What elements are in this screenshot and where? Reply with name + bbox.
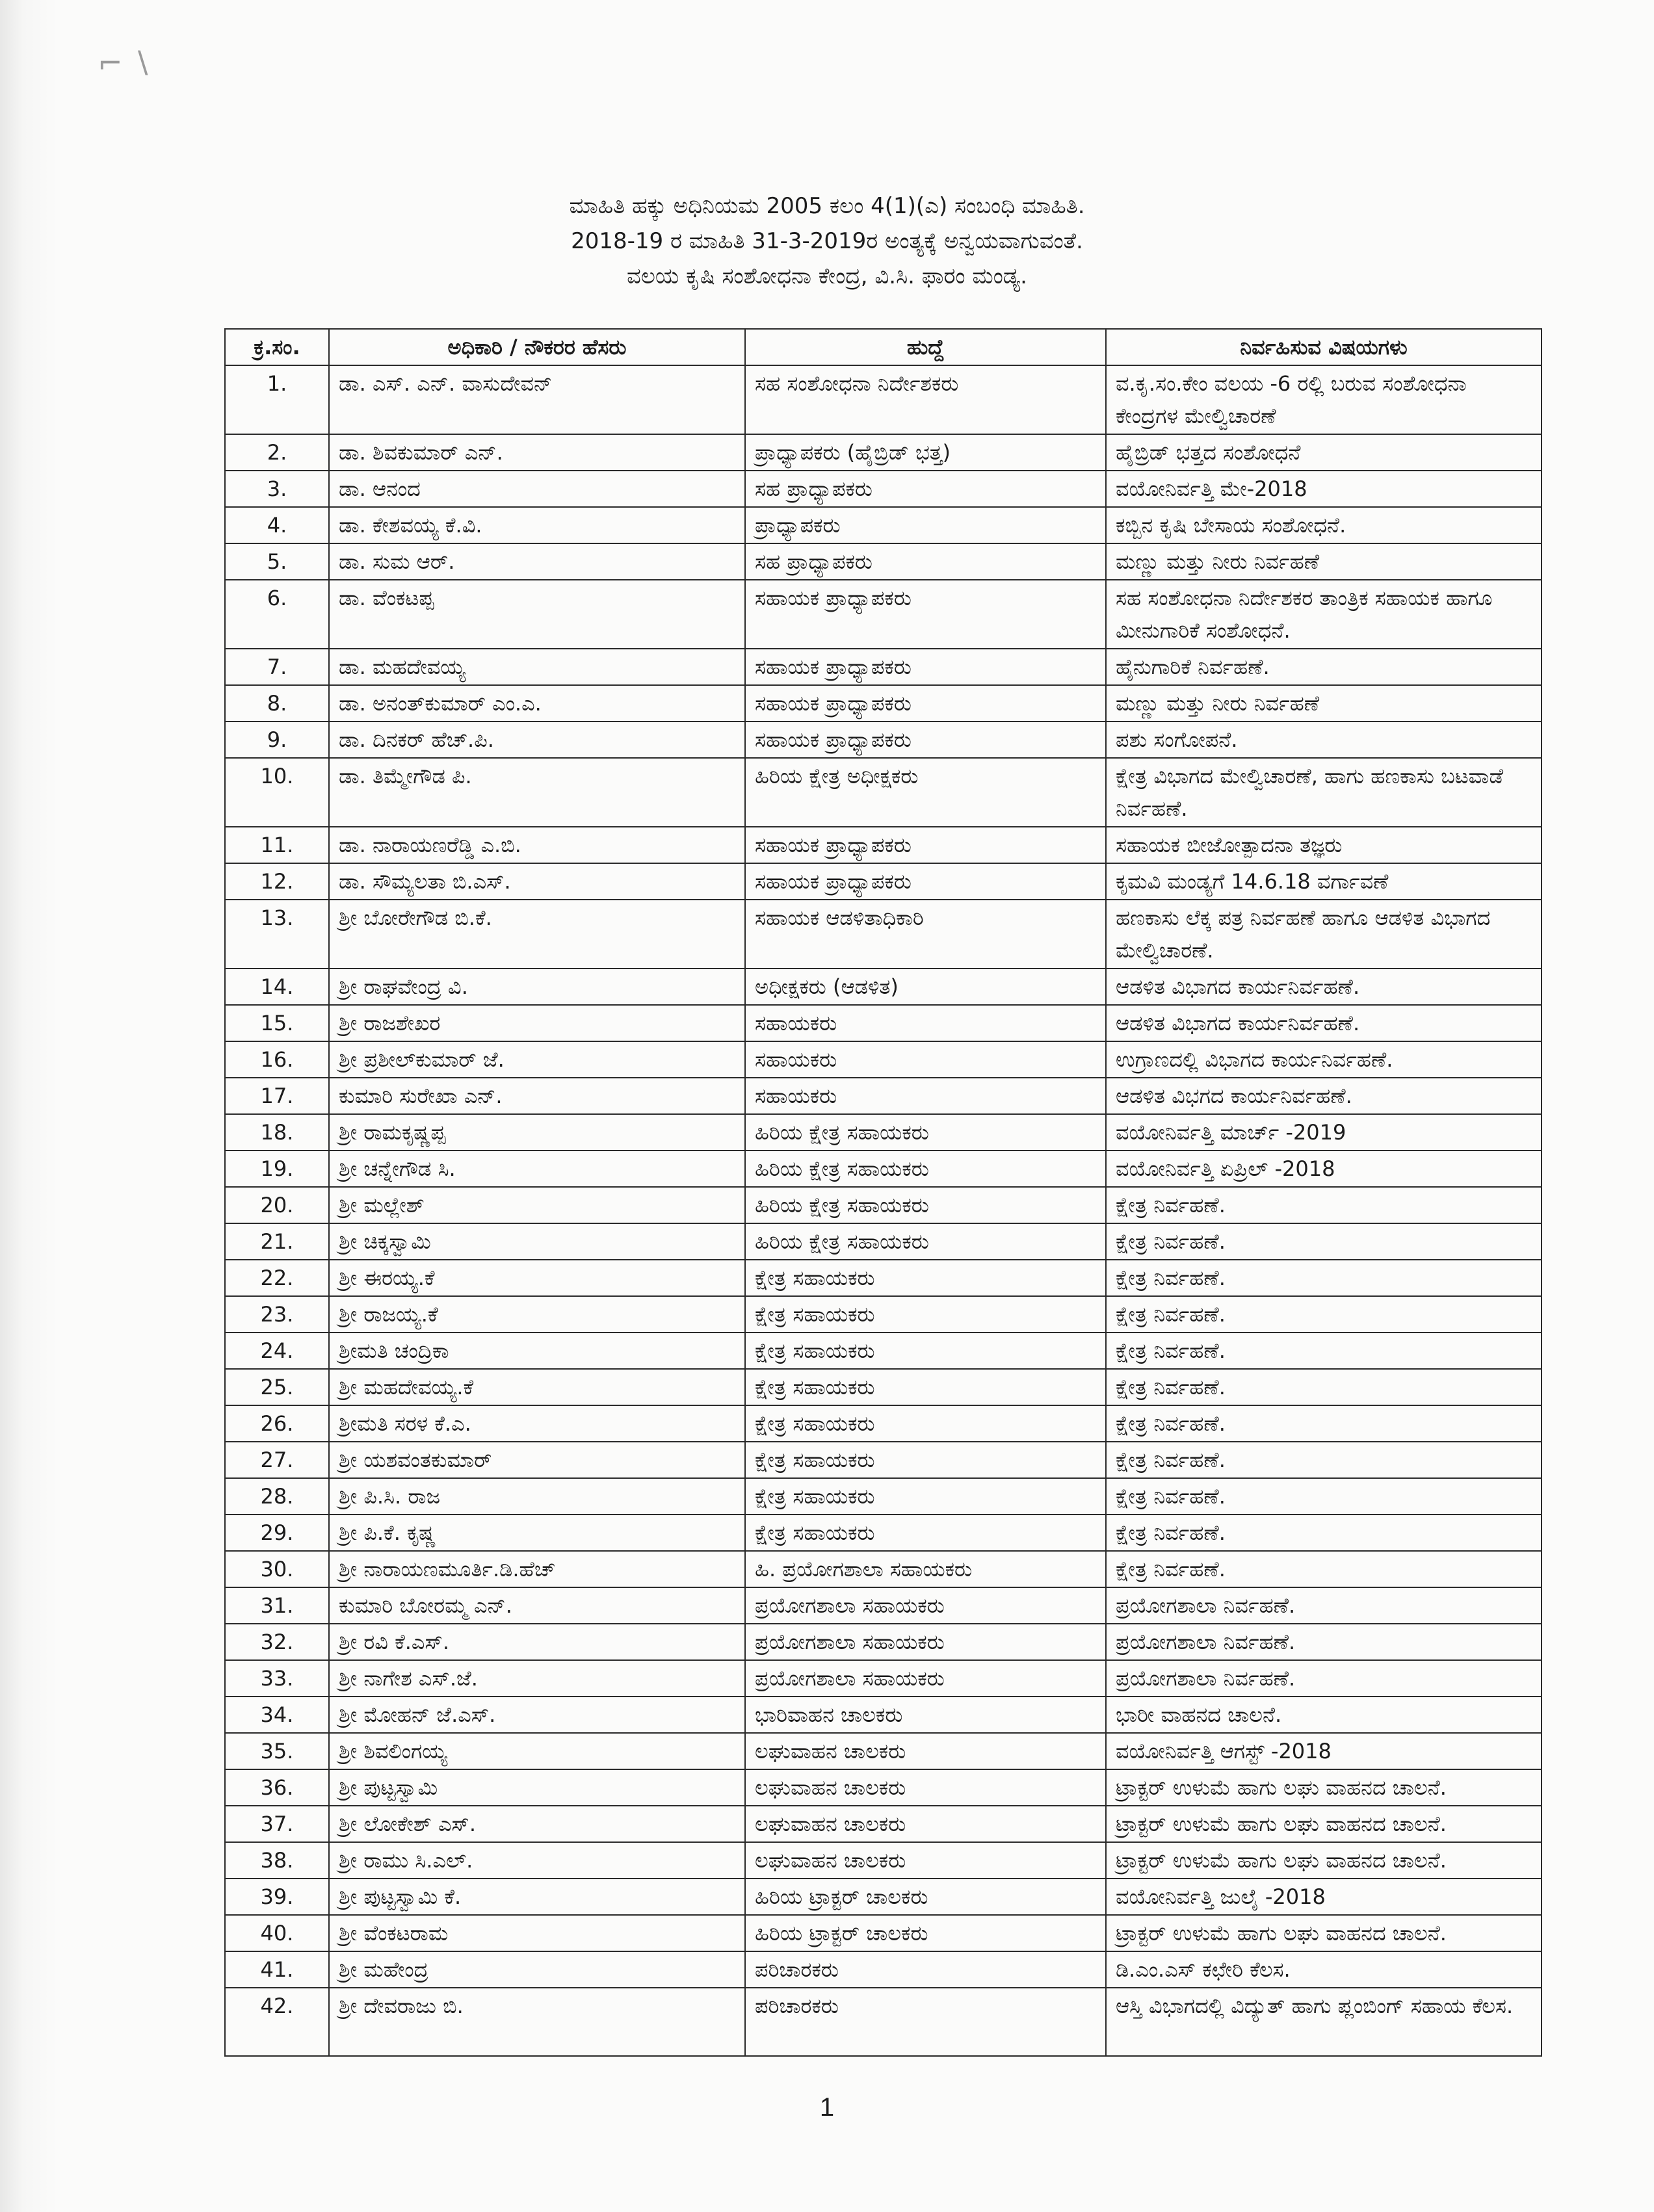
row-post: ಸಹ ಪ್ರಾಧ್ಯಾಪಕರು xyxy=(745,471,1106,507)
row-post: ಹಿರಿಯ ಕ್ಷೇತ್ರ ಸಹಾಯಕರು xyxy=(745,1223,1106,1260)
table-row xyxy=(225,1405,1542,1442)
row-serial: 36. xyxy=(225,1769,329,1806)
row-name: ಶ್ರೀ ರಾಮಕೃಷ್ಣಪ್ಪ xyxy=(329,1114,745,1151)
row-serial: 1. xyxy=(225,365,329,434)
row-duties: ಕ್ಷೇತ್ರ ನಿರ್ವಹಣೆ. xyxy=(1106,1515,1542,1551)
header-line-2: 2018-19 ರ ಮಾಹಿತಿ 31-3-2019ರ ಅಂತ್ಯಕ್ಕೆ ಅನ್ವಯವಾಗುವಂತೆ. xyxy=(571,228,1083,254)
row-name: ಡಾ. ಕೇಶವಯ್ಯ ಕೆ.ವಿ. xyxy=(329,507,745,543)
row-duties: ವಯೋನಿರ್ವತ್ತಿ ಜುಲೈ -2018 xyxy=(1106,1879,1542,1915)
row-post: ಕ್ಷೇತ್ರ ಸಹಾಯಕರು xyxy=(745,1296,1106,1333)
row-serial: 22. xyxy=(225,1260,329,1296)
row-serial: 9. xyxy=(225,722,329,758)
table-header-row xyxy=(225,329,1542,365)
row-serial: 11. xyxy=(225,827,329,863)
table-row xyxy=(225,543,1542,580)
row-serial: 7. xyxy=(225,649,329,685)
row-duties: ಹೈನುಗಾರಿಕೆ ನಿರ್ವಹಣೆ. xyxy=(1106,649,1542,685)
table-row xyxy=(225,1624,1542,1660)
table-row xyxy=(225,1296,1542,1333)
table-row xyxy=(225,1041,1542,1078)
row-name: ಶ್ರೀ ಪಿ.ಕೆ. ಕೃಷ್ಣ xyxy=(329,1515,745,1551)
row-post: ಕ್ಷೇತ್ರ ಸಹಾಯಕರು xyxy=(745,1478,1106,1515)
row-post: ಹಿರಿಯ ಕ್ಷೇತ್ರ ಸಹಾಯಕರು xyxy=(745,1151,1106,1187)
row-name: ಡಾ. ಅನಂತ್‌ಕುಮಾರ್ ಎಂ.ಎ. xyxy=(329,685,745,722)
row-post: ಅಧೀಕ್ಷಕರು (ಆಡಳಿತ) xyxy=(745,969,1106,1005)
row-serial: 6. xyxy=(225,580,329,649)
table-row xyxy=(225,1333,1542,1369)
column-header-duties: ನಿರ್ವಹಿಸುವ ವಿಷಯಗಳು xyxy=(1106,329,1542,365)
row-post: ಪ್ರಯೋಗಶಾಲಾ ಸಹಾಯಕರು xyxy=(745,1624,1106,1660)
row-duties: ಪ್ರಯೋಗಶಾಲಾ ನಿರ್ವಹಣೆ. xyxy=(1106,1624,1542,1660)
row-duties: ಕ್ಷೇತ್ರ ನಿರ್ವಹಣೆ. xyxy=(1106,1442,1542,1478)
row-post: ಹಿ. ಪ್ರಯೋಗಶಾಲಾ ಸಹಾಯಕರು xyxy=(745,1551,1106,1587)
row-post: ಪ್ರಾಧ್ಯಾಪಕರು (ಹೈಬ್ರಿಡ್ ಭತ್ತ) xyxy=(745,434,1106,471)
row-post: ಕ್ಷೇತ್ರ ಸಹಾಯಕರು xyxy=(745,1333,1106,1369)
row-duties: ವ.ಕೃ.ಸಂ.ಕೇಂ ವಲಯ -6 ರಲ್ಲಿ ಬರುವ ಸಂಶೋಧನಾ ಕೇಂದ್ರಗಳ ಮೇಲ್ವಿಚಾರಣೆ xyxy=(1106,365,1542,434)
row-duties: ಕ್ಷೇತ್ರ ನಿರ್ವಹಣೆ. xyxy=(1106,1260,1542,1296)
row-serial: 18. xyxy=(225,1114,329,1151)
row-duties: ಕೃಮವಿ ಮಂಡ್ಯಗೆ 14.6.18 ವರ್ಗಾವಣೆ xyxy=(1106,863,1542,900)
row-post: ಹಿರಿಯ ಟ್ರಾಕ್ಟರ್ ಚಾಲಕರು xyxy=(745,1915,1106,1951)
table-row xyxy=(225,1587,1542,1624)
table-row xyxy=(225,1842,1542,1879)
row-name: ಡಾ. ಶಿವಕುಮಾರ್ ಎನ್. xyxy=(329,434,745,471)
table-row xyxy=(225,1879,1542,1915)
row-duties: ಕ್ಷೇತ್ರ ನಿರ್ವಹಣೆ. xyxy=(1106,1478,1542,1515)
row-name: ಡಾ. ಮಹದೇವಯ್ಯ xyxy=(329,649,745,685)
table-row xyxy=(225,1114,1542,1151)
row-post: ಹಿರಿಯ ಕ್ಷೇತ್ರ ಸಹಾಯಕರು xyxy=(745,1114,1106,1151)
row-duties: ಕ್ಷೇತ್ರ ನಿರ್ವಹಣೆ. xyxy=(1106,1187,1542,1223)
row-duties: ಟ್ರಾಕ್ಟರ್ ಉಳುಮೆ ಹಾಗು ಲಘು ವಾಹನದ ಚಾಲನೆ. xyxy=(1106,1915,1542,1951)
table-row xyxy=(225,1223,1542,1260)
row-duties: ಕ್ಷೇತ್ರ ನಿರ್ವಹಣೆ. xyxy=(1106,1551,1542,1587)
table-row xyxy=(225,649,1542,685)
row-serial: 5. xyxy=(225,543,329,580)
table-row xyxy=(225,1151,1542,1187)
row-duties: ಟ್ರಾಕ್ಟರ್ ಉಳುಮೆ ಹಾಗು ಲಘು ವಾಹನದ ಚಾಲನೆ. xyxy=(1106,1769,1542,1806)
table-row xyxy=(225,1078,1542,1114)
row-serial: 29. xyxy=(225,1515,329,1551)
row-name: ಶ್ರೀ ರಾಘವೇಂದ್ರ ವಿ. xyxy=(329,969,745,1005)
row-post: ಸಹಾಯಕರು xyxy=(745,1078,1106,1114)
table-body xyxy=(225,365,1542,2056)
row-name: ಶ್ರೀ ನಾಗೇಶ ಎಸ್.ಜೆ. xyxy=(329,1660,745,1697)
table-row xyxy=(225,1187,1542,1223)
row-name: ಡಾ. ಸೌಮ್ಯಲತಾ ಬಿ.ಎಸ್. xyxy=(329,863,745,900)
table-row xyxy=(225,863,1542,900)
row-name: ಶ್ರೀ ಮಲ್ಲೇಶ್ xyxy=(329,1187,745,1223)
table-row xyxy=(225,507,1542,543)
column-header-post: ಹುದ್ದೆ xyxy=(745,329,1106,365)
row-serial: 21. xyxy=(225,1223,329,1260)
row-serial: 12. xyxy=(225,863,329,900)
row-serial: 14. xyxy=(225,969,329,1005)
row-duties: ಕಬ್ಬಿನ ಕೃಷಿ ಬೇಸಾಯ ಸಂಶೋಧನೆ. xyxy=(1106,507,1542,543)
row-serial: 32. xyxy=(225,1624,329,1660)
row-name: ಶ್ರೀ ದೇವರಾಜು ಬಿ. xyxy=(329,1988,745,2056)
scan-artifact-mark: ⌐ ∖ xyxy=(98,46,151,81)
row-post: ಸಹಾಯಕ ಪ್ರಾಧ್ಯಾಪಕರು xyxy=(745,863,1106,900)
row-name: ಶ್ರೀ ವೆಂಕಟರಾಮ xyxy=(329,1915,745,1951)
row-name: ಶ್ರೀ ಪುಟ್ಟಸ್ವಾಮಿ ಕೆ. xyxy=(329,1879,745,1915)
row-post: ಲಘುವಾಹನ ಚಾಲಕರು xyxy=(745,1733,1106,1769)
row-name: ಶ್ರೀ ನಾರಾಯಣಮೂರ್ತಿ.ಡಿ.ಹೆಚ್ xyxy=(329,1551,745,1587)
row-serial: 34. xyxy=(225,1697,329,1733)
row-name: ಡಾ. ಎಸ್. ಎನ್. ವಾಸುದೇವನ್ xyxy=(329,365,745,434)
row-post: ಹಿರಿಯ ಕ್ಷೇತ್ರ ಸಹಾಯಕರು xyxy=(745,1187,1106,1223)
table-row xyxy=(225,1442,1542,1478)
row-duties: ವಯೋನಿರ್ವತ್ತಿ ಏಪ್ರಿಲ್ -2018 xyxy=(1106,1151,1542,1187)
row-post: ಹಿರಿಯ ಟ್ರಾಕ್ಟರ್ ಚಾಲಕರು xyxy=(745,1879,1106,1915)
row-name: ಕುಮಾರಿ ಬೋರಮ್ಮ ಎನ್. xyxy=(329,1587,745,1624)
row-duties: ಕ್ಷೇತ್ರ ನಿರ್ವಹಣೆ. xyxy=(1106,1333,1542,1369)
row-duties: ಪಶು ಸಂಗೋಪನೆ. xyxy=(1106,722,1542,758)
row-name: ಶ್ರೀ ಪುಟ್ಟಸ್ವಾಮಿ xyxy=(329,1769,745,1806)
row-post: ಪ್ರಯೋಗಶಾಲಾ ಸಹಾಯಕರು xyxy=(745,1587,1106,1624)
row-serial: 30. xyxy=(225,1551,329,1587)
row-name: ಶ್ರೀಮತಿ ಚಂದ್ರಿಕಾ xyxy=(329,1333,745,1369)
row-serial: 37. xyxy=(225,1806,329,1842)
row-serial: 17. xyxy=(225,1078,329,1114)
row-serial: 19. xyxy=(225,1151,329,1187)
row-post: ಸಹ ಪ್ರಾಧ್ಯಾಪಕರು xyxy=(745,543,1106,580)
row-serial: 15. xyxy=(225,1005,329,1041)
row-post: ಭಾರಿವಾಹನ ಚಾಲಕರು xyxy=(745,1697,1106,1733)
row-post: ಪ್ರಯೋಗಶಾಲಾ ಸಹಾಯಕರು xyxy=(745,1660,1106,1697)
table-row xyxy=(225,900,1542,969)
table-row xyxy=(225,722,1542,758)
row-serial: 28. xyxy=(225,1478,329,1515)
row-post: ಪರಿಚಾರಕರು xyxy=(745,1951,1106,1988)
row-name: ಶ್ರೀ ಚಿಕ್ಕಸ್ವಾಮಿ xyxy=(329,1223,745,1260)
row-name: ಶ್ರೀ ಲೋಕೇಶ್ ಎಸ್. xyxy=(329,1806,745,1842)
row-post: ಸಹಾಯಕ ಪ್ರಾಧ್ಯಾಪಕರು xyxy=(745,649,1106,685)
row-name: ಶ್ರೀ ರಾಮು ಸಿ.ಎಲ್. xyxy=(329,1842,745,1879)
row-post: ಸಹಾಯಕ ಪ್ರಾಧ್ಯಾಪಕರು xyxy=(745,722,1106,758)
row-name: ಕುಮಾರಿ ಸುರೇಖಾ ಎನ್. xyxy=(329,1078,745,1114)
row-name: ಶ್ರೀ ಯಶವಂತಕುಮಾರ್ xyxy=(329,1442,745,1478)
row-post: ಕ್ಷೇತ್ರ ಸಹಾಯಕರು xyxy=(745,1405,1106,1442)
row-serial: 20. xyxy=(225,1187,329,1223)
table-row xyxy=(225,1951,1542,1988)
row-duties: ಹೈಬ್ರಿಡ್ ಭತ್ತದ ಸಂಶೋಧನೆ xyxy=(1106,434,1542,471)
row-post: ಕ್ಷೇತ್ರ ಸಹಾಯಕರು xyxy=(745,1369,1106,1405)
row-serial: 13. xyxy=(225,900,329,969)
row-serial: 8. xyxy=(225,685,329,722)
row-name: ಶ್ರೀ ಬೋರೇಗೌಡ ಬಿ.ಕೆ. xyxy=(329,900,745,969)
row-serial: 33. xyxy=(225,1660,329,1697)
row-duties: ಮಣ್ಣು ಮತ್ತು ನೀರು ನಿರ್ವಹಣೆ xyxy=(1106,543,1542,580)
row-duties: ವಯೋನಿರ್ವತ್ತಿ ಮಾರ್ಚ್ -2019 xyxy=(1106,1114,1542,1151)
table-row xyxy=(225,969,1542,1005)
column-header-serial: ಕ್ರ.ಸಂ. xyxy=(225,329,329,365)
row-duties: ಟ್ರಾಕ್ಟರ್ ಉಳುಮೆ ಹಾಗು ಲಘು ವಾಹನದ ಚಾಲನೆ. xyxy=(1106,1842,1542,1879)
row-duties: ಕ್ಷೇತ್ರ ನಿರ್ವಹಣೆ. xyxy=(1106,1405,1542,1442)
document-header xyxy=(0,189,1654,294)
row-post: ಲಘುವಾಹನ ಚಾಲಕರು xyxy=(745,1806,1106,1842)
row-duties: ಕ್ಷೇತ್ರ ನಿರ್ವಹಣೆ. xyxy=(1106,1296,1542,1333)
table-row xyxy=(225,471,1542,507)
table-row xyxy=(225,1806,1542,1842)
scan-edge-shadow xyxy=(0,0,59,2212)
row-duties: ಸಹಾಯಕ ಬೀಜೋತ್ಪಾದನಾ ತಜ್ಞರು xyxy=(1106,827,1542,863)
row-duties: ವಯೋನಿರ್ವತ್ತಿ ಮೇ-2018 xyxy=(1106,471,1542,507)
table-row xyxy=(225,365,1542,434)
row-name: ಶ್ರೀ ಚನ್ನೇಗೌಡ ಸಿ. xyxy=(329,1151,745,1187)
row-serial: 42. xyxy=(225,1988,329,2056)
row-post: ಪ್ರಾಧ್ಯಾಪಕರು xyxy=(745,507,1106,543)
table-row xyxy=(225,1733,1542,1769)
row-duties: ಆಸ್ತಿ ವಿಭಾಗದಲ್ಲಿ ವಿದ್ಯುತ್ ಹಾಗು ಪ್ಲಂಬಿಂಗ್ ಸಹಾಯ ಕೆಲಸ. xyxy=(1106,1988,1542,2056)
row-duties: ಹಣಕಾಸು ಲೆಕ್ಕ ಪತ್ರ ನಿರ್ವಹಣೆ ಹಾಗೂ ಆಡಳಿತ ವಿಭಾಗದ ಮೇಲ್ವಿಚಾರಣೆ. xyxy=(1106,900,1542,969)
table-row xyxy=(225,827,1542,863)
staff-table xyxy=(224,328,1542,2057)
table-row xyxy=(225,1478,1542,1515)
row-post: ಕ್ಷೇತ್ರ ಸಹಾಯಕರು xyxy=(745,1515,1106,1551)
row-post: ಲಘುವಾಹನ ಚಾಲಕರು xyxy=(745,1842,1106,1879)
row-duties: ಆಡಳಿತ ವಿಭಾಗದ ಕಾರ್ಯನಿರ್ವಹಣೆ. xyxy=(1106,1005,1542,1041)
row-name: ಶ್ರೀಮತಿ ಸರಳ ಕೆ.ಎ. xyxy=(329,1405,745,1442)
header-line-1: ಮಾಹಿತಿ ಹಕ್ಕು ಅಧಿನಿಯಮ 2005 ಕಲಂ 4(1)(ಎ) ಸಂಬಂಧಿ ಮಾಹಿತಿ. xyxy=(569,193,1085,219)
row-serial: 24. xyxy=(225,1333,329,1369)
row-duties: ಆಡಳಿತ ವಿಭಗದ ಕಾರ್ಯನಿರ್ವಹಣೆ. xyxy=(1106,1078,1542,1114)
table-row xyxy=(225,1369,1542,1405)
row-serial: 41. xyxy=(225,1951,329,1988)
table-row xyxy=(225,1515,1542,1551)
row-duties: ಕ್ಷೇತ್ರ ನಿರ್ವಹಣೆ. xyxy=(1106,1223,1542,1260)
table-row xyxy=(225,1660,1542,1697)
row-serial: 35. xyxy=(225,1733,329,1769)
table-row xyxy=(225,1551,1542,1587)
row-post: ಸಹಾಯಕ ಪ್ರಾಧ್ಯಾಪಕರು xyxy=(745,580,1106,649)
row-post: ಪರಿಚಾರಕರು xyxy=(745,1988,1106,2056)
row-name: ಡಾ. ನಾರಾಯಣರೆಡ್ಡಿ ಎ.ಬಿ. xyxy=(329,827,745,863)
row-serial: 38. xyxy=(225,1842,329,1879)
row-serial: 10. xyxy=(225,758,329,827)
row-serial: 40. xyxy=(225,1915,329,1951)
row-duties: ಕ್ಷೇತ್ರ ವಿಭಾಗದ ಮೇಲ್ವಿಚಾರಣೆ, ಹಾಗು ಹಣಕಾಸು ಬಟವಾಡೆ ನಿರ್ವಹಣೆ. xyxy=(1106,758,1542,827)
table-row xyxy=(225,1988,1542,2056)
header-line-3: ವಲಯ ಕೃಷಿ ಸಂಶೋಧನಾ ಕೇಂದ್ರ, ವಿ.ಸಿ. ಫಾರಂ ಮಂಡ್ಯ. xyxy=(627,263,1027,289)
row-duties: ಟ್ರಾಕ್ಟರ್ ಉಳುಮೆ ಹಾಗು ಲಘು ವಾಹನದ ಚಾಲನೆ. xyxy=(1106,1806,1542,1842)
row-serial: 27. xyxy=(225,1442,329,1478)
row-post: ಹಿರಿಯ ಕ್ಷೇತ್ರ ಅಧೀಕ್ಷಕರು xyxy=(745,758,1106,827)
row-serial: 23. xyxy=(225,1296,329,1333)
row-post: ಕ್ಷೇತ್ರ ಸಹಾಯಕರು xyxy=(745,1442,1106,1478)
row-serial: 26. xyxy=(225,1405,329,1442)
table-row xyxy=(225,580,1542,649)
table-row xyxy=(225,1260,1542,1296)
row-duties: ಸಹ ಸಂಶೋಧನಾ ನಿರ್ದೇಶಕರ ತಾಂತ್ರಿಕ ಸಹಾಯಕ ಹಾಗೂ ಮೀನುಗಾರಿಕೆ ಸಂಶೋಧನೆ. xyxy=(1106,580,1542,649)
row-name: ಶ್ರೀ ರವಿ ಕೆ.ಎಸ್. xyxy=(329,1624,745,1660)
row-post: ಕ್ಷೇತ್ರ ಸಹಾಯಕರು xyxy=(745,1260,1106,1296)
row-duties: ಭಾರೀ ವಾಹನದ ಚಾಲನೆ. xyxy=(1106,1697,1542,1733)
table-row xyxy=(225,758,1542,827)
row-duties: ಮಣ್ಣು ಮತ್ತು ನೀರು ನಿರ್ವಹಣೆ xyxy=(1106,685,1542,722)
row-name: ಡಾ. ವೆಂಕಟಪ್ಪ xyxy=(329,580,745,649)
row-duties: ಪ್ರಯೋಗಶಾಲಾ ನಿರ್ವಹಣೆ. xyxy=(1106,1587,1542,1624)
row-name: ಡಾ. ಆನಂದ xyxy=(329,471,745,507)
row-post: ಸಹಾಯಕರು xyxy=(745,1041,1106,1078)
row-name: ಶ್ರೀ ಪ್ರಶೀಲ್‌ಕುಮಾರ್ ಜೆ. xyxy=(329,1041,745,1078)
row-duties: ಉಗ್ರಾಣದಲ್ಲಿ ವಿಭಾಗದ ಕಾರ್ಯನಿರ್ವಹಣೆ. xyxy=(1106,1041,1542,1078)
row-serial: 2. xyxy=(225,434,329,471)
row-duties: ವಯೋನಿರ್ವತ್ತಿ ಆಗಸ್ಟ್ -2018 xyxy=(1106,1733,1542,1769)
row-serial: 16. xyxy=(225,1041,329,1078)
table-row xyxy=(225,1697,1542,1733)
row-serial: 4. xyxy=(225,507,329,543)
table-row xyxy=(225,434,1542,471)
column-header-name: ಅಧಿಕಾರಿ / ನೌಕರರ ಹೆಸರು xyxy=(329,329,745,365)
row-name: ಶ್ರೀ ರಾಜಶೇಖರ xyxy=(329,1005,745,1041)
row-name: ಶ್ರೀ ಪಿ.ಸಿ. ರಾಜ xyxy=(329,1478,745,1515)
row-duties: ಆಡಳಿತ ವಿಭಾಗದ ಕಾರ್ಯನಿರ್ವಹಣೆ. xyxy=(1106,969,1542,1005)
row-serial: 39. xyxy=(225,1879,329,1915)
table-row xyxy=(225,685,1542,722)
row-name: ಶ್ರೀ ಮಹೇಂದ್ರ xyxy=(329,1951,745,1988)
row-name: ಶ್ರೀ ಶಿವಲಿಂಗಯ್ಯ xyxy=(329,1733,745,1769)
row-name: ಶ್ರೀ ರಾಜಯ್ಯ.ಕೆ xyxy=(329,1296,745,1333)
row-serial: 3. xyxy=(225,471,329,507)
row-post: ಸಹಾಯಕ ಪ್ರಾಧ್ಯಾಪಕರು xyxy=(745,685,1106,722)
row-name: ಶ್ರೀ ಈರಯ್ಯ.ಕೆ xyxy=(329,1260,745,1296)
row-name: ಡಾ. ದಿನಕರ್ ಹೆಚ್.ಪಿ. xyxy=(329,722,745,758)
row-name: ಶ್ರೀ ಮೋಹನ್ ಜೆ.ಎಸ್. xyxy=(329,1697,745,1733)
row-name: ಡಾ. ಸುಮ ಆರ್. xyxy=(329,543,745,580)
row-name: ಡಾ. ತಿಮ್ಮೇಗೌಡ ಪಿ. xyxy=(329,758,745,827)
row-post: ಲಘುವಾಹನ ಚಾಲಕರು xyxy=(745,1769,1106,1806)
row-post: ಸಹಾಯಕರು xyxy=(745,1005,1106,1041)
row-duties: ಡಿ.ಎಂ.ಎಸ್ ಕಛೇರಿ ಕೆಲಸ. xyxy=(1106,1951,1542,1988)
row-post: ಸಹ ಸಂಶೋಧನಾ ನಿರ್ದೇಶಕರು xyxy=(745,365,1106,434)
row-name: ಶ್ರೀ ಮಹದೇವಯ್ಯ.ಕೆ xyxy=(329,1369,745,1405)
table-row xyxy=(225,1915,1542,1951)
table-row xyxy=(225,1769,1542,1806)
row-duties: ಪ್ರಯೋಗಶಾಲಾ ನಿರ್ವಹಣೆ. xyxy=(1106,1660,1542,1697)
page-number: 1 xyxy=(819,2093,835,2122)
table-row xyxy=(225,1005,1542,1041)
row-duties: ಕ್ಷೇತ್ರ ನಿರ್ವಹಣೆ. xyxy=(1106,1369,1542,1405)
row-post: ಸಹಾಯಕ ಆಡಳಿತಾಧಿಕಾರಿ xyxy=(745,900,1106,969)
row-post: ಸಹಾಯಕ ಪ್ರಾಧ್ಯಾಪಕರು xyxy=(745,827,1106,863)
row-serial: 31. xyxy=(225,1587,329,1624)
row-serial: 25. xyxy=(225,1369,329,1405)
